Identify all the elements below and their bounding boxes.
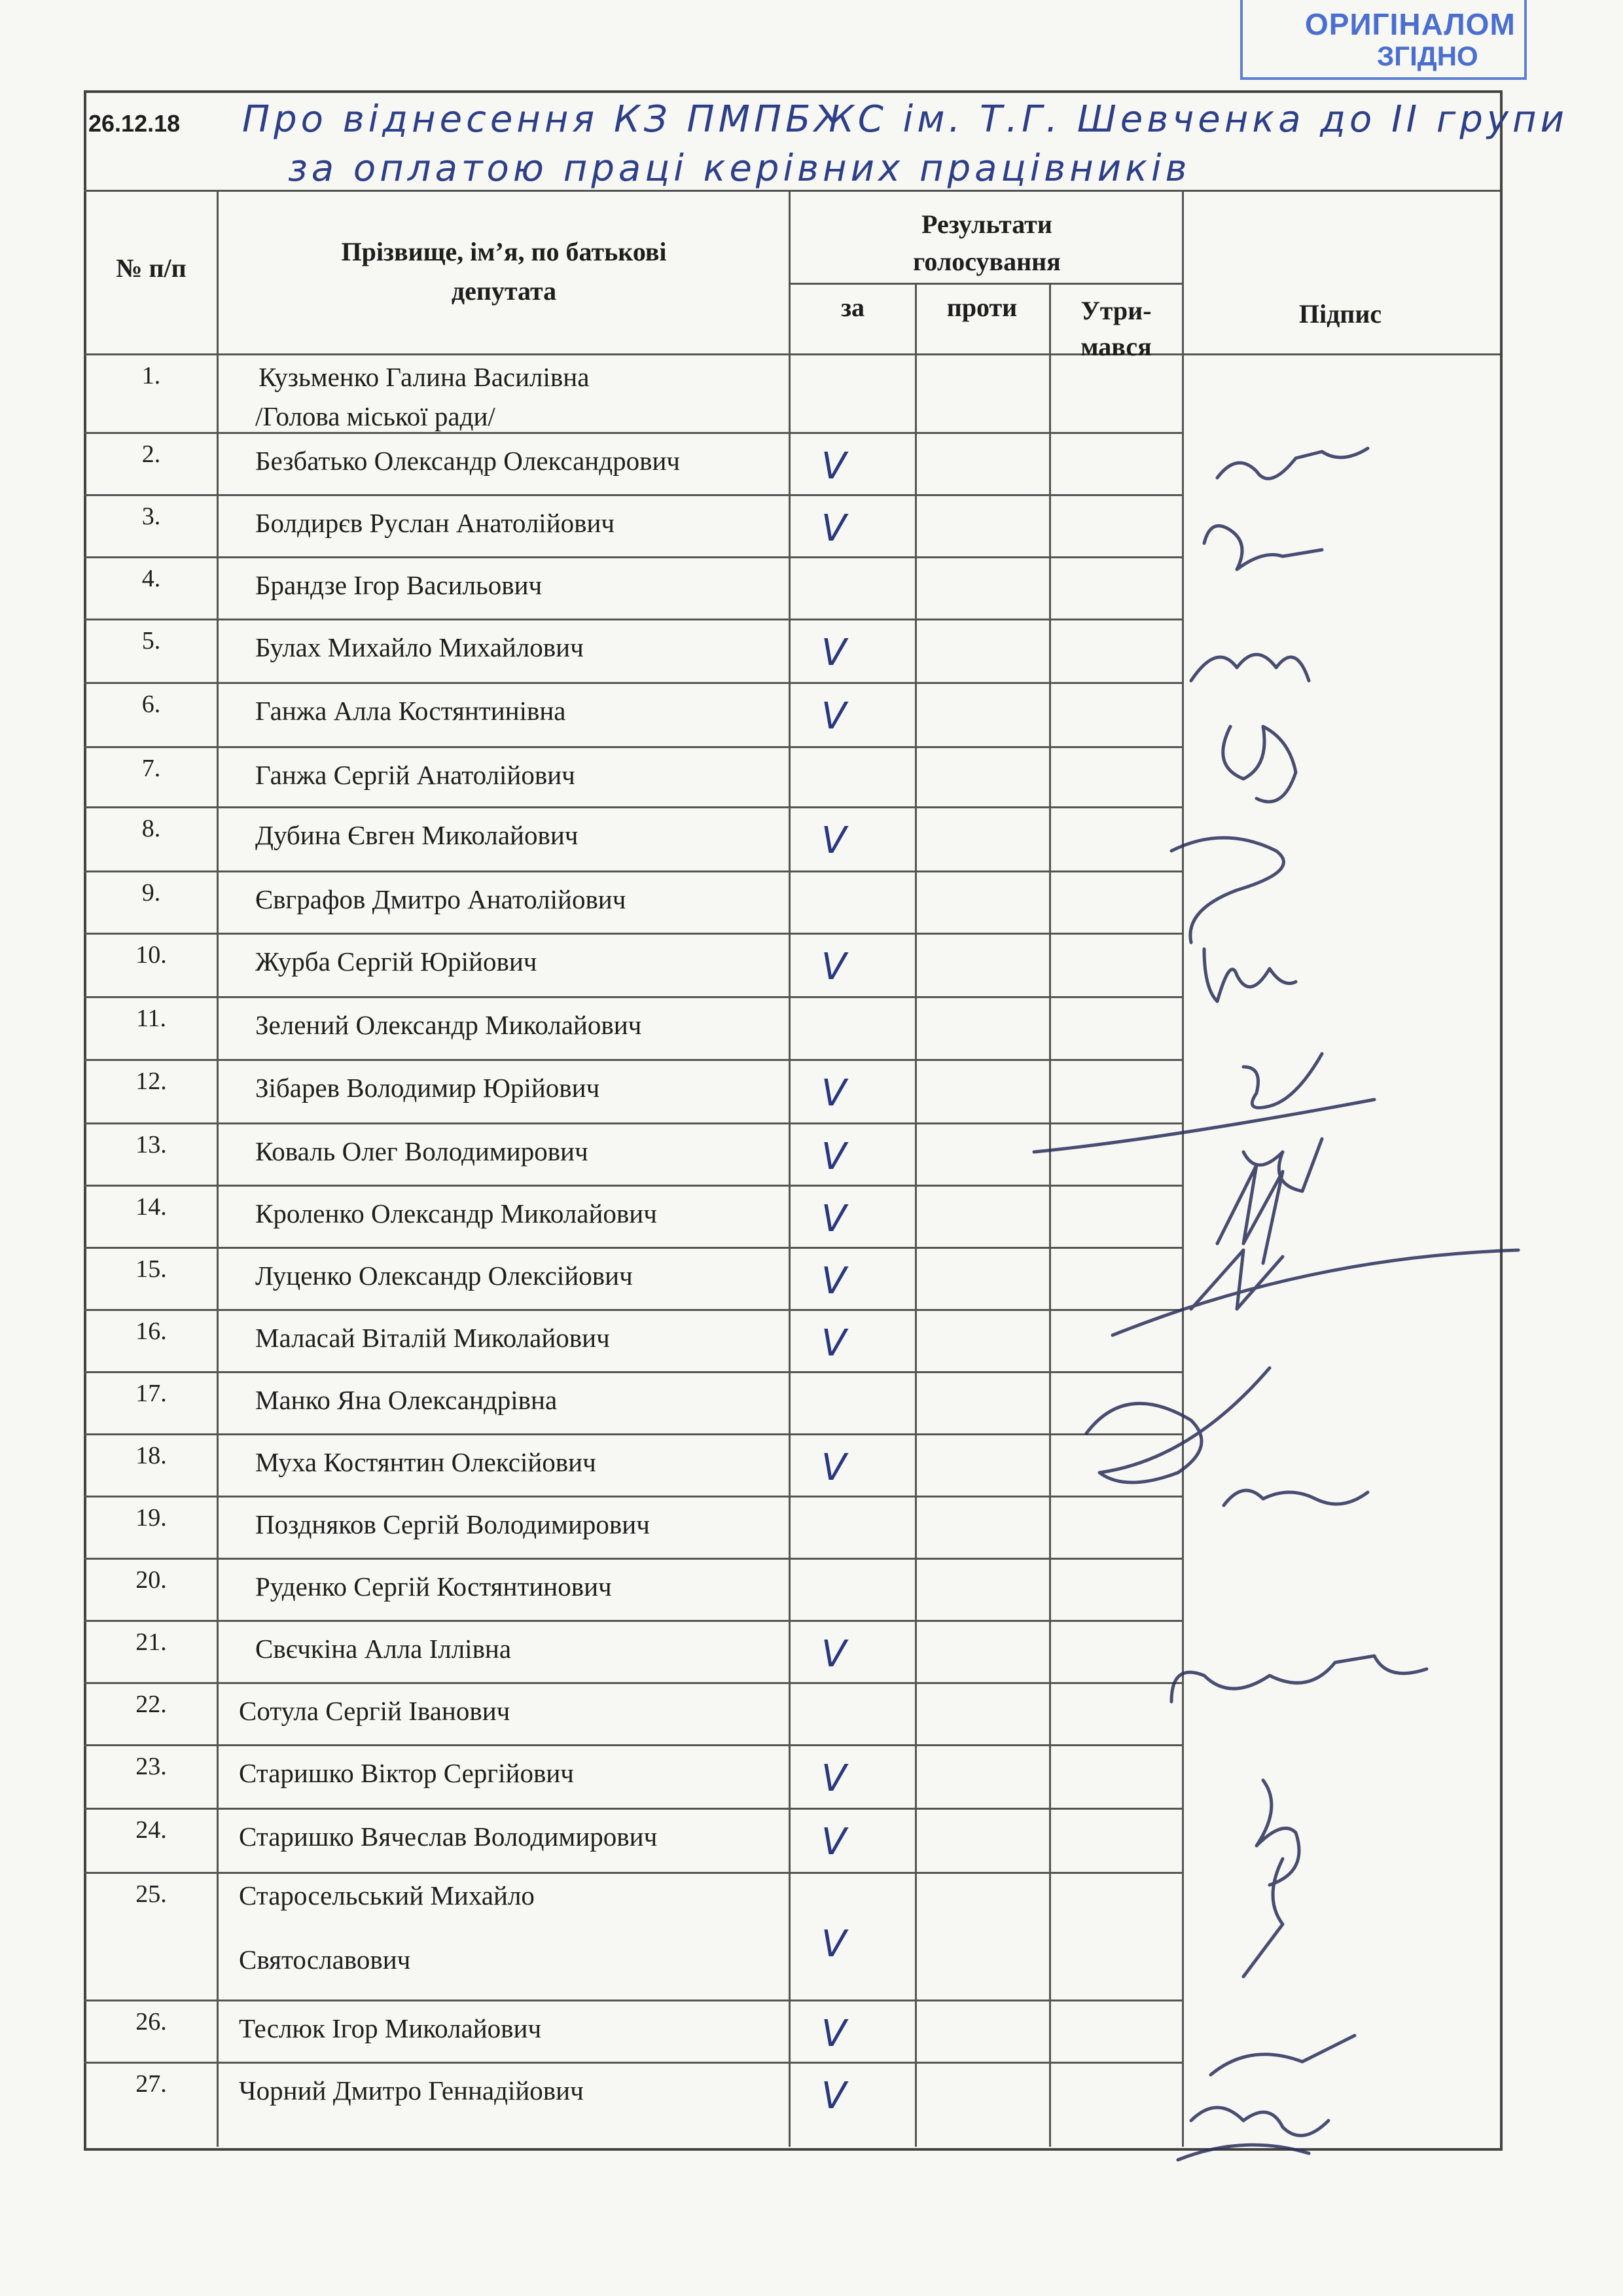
deputy-name: Ганжа Сергій Анатолійович xyxy=(255,760,575,790)
row-number: 20. xyxy=(135,1566,167,1594)
signature-12 xyxy=(1034,1054,1374,1152)
deputy-name: Поздняков Сергій Володимирович xyxy=(255,1509,650,1539)
vote-for-mark: V xyxy=(821,1446,847,1489)
col-header-abstain-2: мався xyxy=(1080,332,1152,361)
vote-for-mark: V xyxy=(821,1757,847,1800)
deputy-name-cont: Святославович xyxy=(239,1944,411,1975)
row-number: 19. xyxy=(135,1504,167,1532)
signature-16 xyxy=(1086,1368,1270,1482)
deputy-name: Болдирєв Руслан Анатолійович xyxy=(255,508,615,538)
row-number: 8. xyxy=(141,815,161,842)
vote-for-mark: V xyxy=(821,1260,847,1302)
signature-14 xyxy=(1217,1165,1283,1263)
col-header-results-2: голосування xyxy=(913,247,1061,276)
deputy-name-cont: /Голова міської ради/ xyxy=(255,401,495,431)
row-number: 12. xyxy=(135,1067,167,1095)
signature-10 xyxy=(1204,949,1296,1001)
stamp-line-1: ОРИГІНАЛОМ xyxy=(1305,7,1516,41)
vote-for-mark: V xyxy=(821,1136,847,1178)
deputy-name: Зібарев Володимир Юрійович xyxy=(255,1073,600,1103)
row-number: 4. xyxy=(141,565,161,592)
col-header-abstain-1: Утри- xyxy=(1080,296,1152,325)
deputy-name: Євграфов Дмитро Анатолійович xyxy=(255,884,626,914)
col-header-against: проти xyxy=(946,293,1018,322)
deputy-name: Коваль Олег Володимирович xyxy=(255,1136,588,1166)
deputy-name: Луценко Олександр Олексійович xyxy=(255,1261,633,1291)
deputy-name: Маласай Віталій Миколайович xyxy=(255,1323,610,1353)
deputy-name: Свєчкіна Алла Іллівна xyxy=(255,1634,512,1664)
vote-for-mark: V xyxy=(821,1922,847,1965)
row-number: 6. xyxy=(141,691,161,718)
deputy-name: Старосельський Михайло xyxy=(239,1880,535,1910)
row-number: 2. xyxy=(141,440,161,468)
col-header-num: № п/п xyxy=(116,253,187,283)
row-number: 1. xyxy=(141,362,161,389)
signature-3 xyxy=(1204,526,1322,569)
deputy-name: Булах Михайло Михайлович xyxy=(255,632,584,662)
row-number: 9. xyxy=(141,879,161,906)
row-number: 22. xyxy=(135,1691,167,1718)
row-number: 24. xyxy=(135,1816,167,1844)
vote-for-mark: V xyxy=(821,1198,847,1240)
signature-15 xyxy=(1113,1250,1518,1335)
signature-8 xyxy=(1171,838,1283,942)
resolution-title-line-1: Про віднесення КЗ ПМПБЖС ім. Т.Г. Шевченка до II групи xyxy=(242,98,1569,141)
row-number: 25. xyxy=(135,1880,167,1908)
deputy-name: Кузьменко Галина Василівна xyxy=(259,362,590,392)
row-number: 23. xyxy=(135,1753,167,1780)
row-number: 11. xyxy=(135,1005,167,1032)
signature-2 xyxy=(1217,448,1368,478)
meeting-date: 26.12.18 xyxy=(88,110,181,137)
vote-for-mark: V xyxy=(821,1072,847,1115)
vote-for-mark: V xyxy=(821,632,847,674)
row-number: 16. xyxy=(135,1318,167,1345)
vote-for-mark: V xyxy=(821,445,847,488)
signature-5 xyxy=(1191,655,1309,681)
col-header-for: за xyxy=(840,293,865,322)
deputy-name: Кроленко Олександр Миколайович xyxy=(255,1198,657,1229)
resolution-title-line-2: за оплатою праці керівних працівників xyxy=(288,147,1191,190)
row-number: 14. xyxy=(135,1193,167,1221)
col-header-signature: Підпис xyxy=(1298,299,1382,329)
row-number: 7. xyxy=(141,755,161,782)
vote-for-mark: V xyxy=(821,1633,847,1676)
signature-24 xyxy=(1243,1859,1283,1977)
row-number: 18. xyxy=(135,1442,167,1469)
vote-for-mark: V xyxy=(821,507,847,550)
row-number: 17. xyxy=(135,1380,167,1407)
deputy-name: Руденко Сергій Костянтинович xyxy=(255,1571,612,1602)
row-number: 21. xyxy=(135,1628,167,1656)
deputy-name: Сотула Сергій Іванович xyxy=(239,1696,510,1726)
signature-21 xyxy=(1171,1656,1427,1702)
vote-for-mark: V xyxy=(821,2075,847,2117)
row-number: 5. xyxy=(141,627,161,655)
deputy-name: Дубина Євген Миколайович xyxy=(255,820,579,850)
row-number: 10. xyxy=(135,941,167,969)
col-header-name-1: Прізвище, ім’я, по батькові xyxy=(341,237,667,266)
signature-27 xyxy=(1178,2108,1329,2160)
deputy-name: Чорний Дмитро Геннадійович xyxy=(239,2075,584,2106)
vote-for-mark: V xyxy=(821,1821,847,1863)
deputy-name: Муха Костянтин Олексійович xyxy=(255,1447,596,1477)
vote-for-mark: V xyxy=(821,946,847,988)
deputy-name: Журба Сергій Юрійович xyxy=(255,946,537,977)
deputy-name: Манко Яна Олександрівна xyxy=(255,1385,558,1415)
deputy-name: Безбатько Олександр Олександрович xyxy=(255,446,681,476)
stamp-line-2: ЗГІДНО xyxy=(1377,41,1478,71)
row-number: 27. xyxy=(135,2070,167,2098)
signature-6 xyxy=(1223,726,1296,802)
col-header-results-1: Результати xyxy=(921,209,1052,239)
deputy-name: Старишко Вячеслав Володимирович xyxy=(239,1821,658,1852)
deputy-name: Ганжа Алла Костянтинівна xyxy=(255,696,566,726)
col-header-name-2: депутата xyxy=(451,276,557,306)
row-number: 26. xyxy=(135,2008,167,2036)
vote-for-mark: V xyxy=(821,695,847,738)
signature-18 xyxy=(1224,1490,1368,1505)
vote-for-mark: V xyxy=(821,2013,847,2055)
deputy-name: Старишко Віктор Сергійович xyxy=(239,1758,574,1788)
deputy-name: Брандзе Ігор Васильович xyxy=(255,570,543,600)
row-number: 3. xyxy=(141,503,161,530)
signature-26 xyxy=(1211,2036,1355,2075)
vote-for-mark: V xyxy=(821,819,847,862)
vote-for-mark: V xyxy=(821,1322,847,1365)
deputy-name: Теслюк Ігор Миколайович xyxy=(239,2013,542,2043)
row-number: 15. xyxy=(135,1255,167,1283)
deputy-name: Зелений Олександр Миколайович xyxy=(255,1010,642,1040)
row-number: 13. xyxy=(135,1131,167,1158)
